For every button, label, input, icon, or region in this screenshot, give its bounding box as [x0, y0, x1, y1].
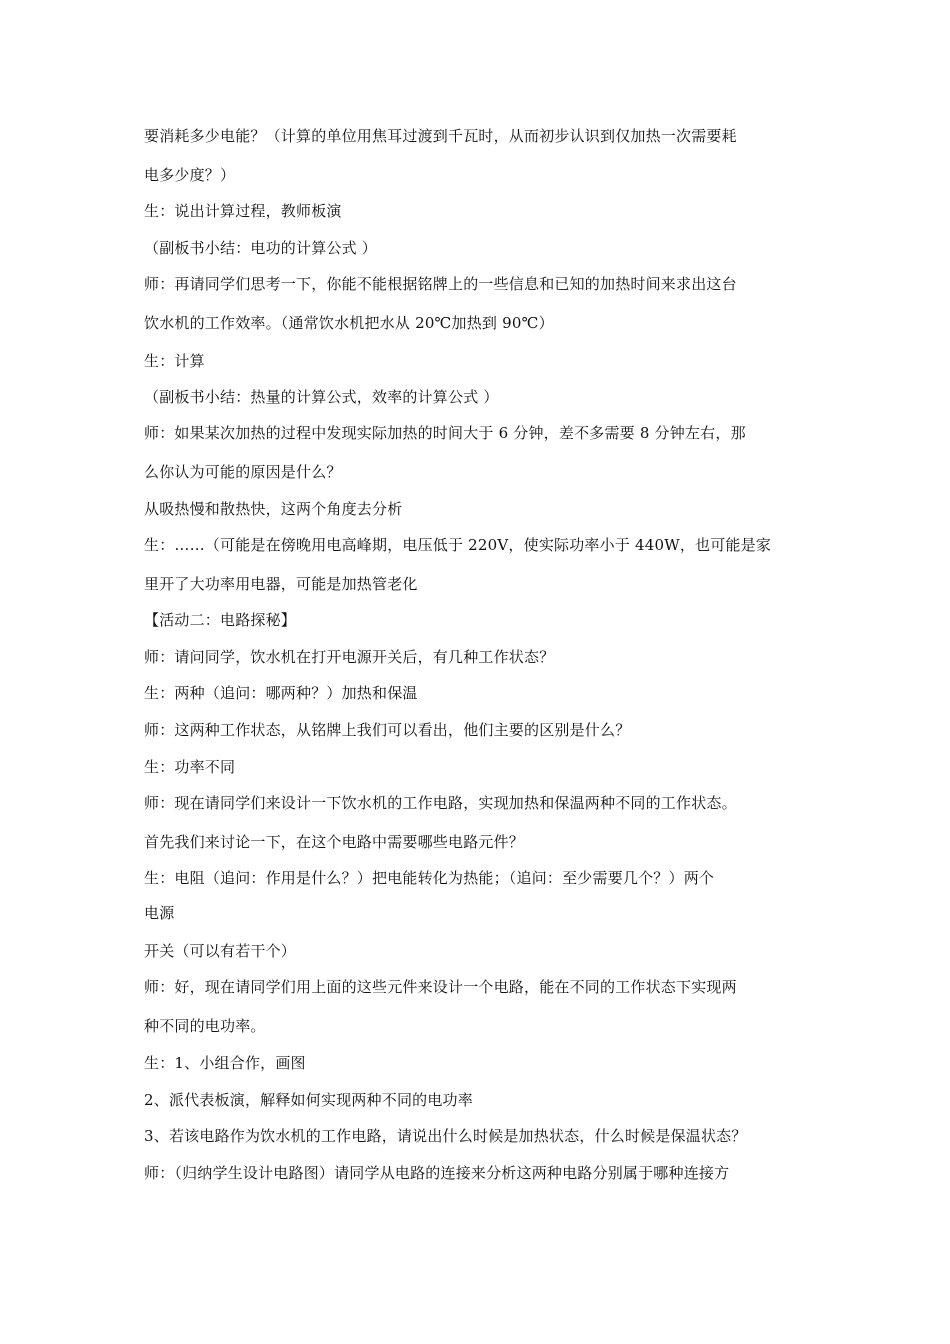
text-line: 生：计算: [144, 352, 205, 370]
text-line: 生：电阻（追问：作用是什么？）把电能转化为热能；（追问：至少需要几个？）两个: [144, 869, 715, 887]
section-heading: 【活动二：电路探秘】: [144, 611, 297, 629]
text-line: 里开了大功率用电器，可能是加热管老化: [144, 575, 418, 593]
text-line: 首先我们来讨论一下，在这个电路中需要哪些电路元件？: [144, 833, 525, 851]
text-line: 生：说出计算过程，教师板演: [144, 202, 342, 220]
text-line: 电多少度？）: [144, 166, 236, 184]
text-line: 要消耗多少电能？（计算的单位用焦耳过渡到千瓦时，从而初步认识到仅加热一次需要耗: [144, 127, 737, 145]
text-line: 从吸热慢和散热快，这两个角度去分析: [144, 500, 403, 518]
text-line: 3、若该电路作为饮水机的工作电路，请说出什么时候是加热状态，什么时候是保温状态？: [144, 1127, 747, 1145]
text-line: 电源: [144, 904, 175, 922]
text-line: 种不同的电功率。: [144, 1017, 266, 1035]
text-line: 师：再请同学们思考一下，你能不能根据铭牌上的一些信息和已知的加热时间来求出这台: [144, 275, 737, 293]
text-line: （副板书小结：热量的计算公式，效率的计算公式 ）: [144, 388, 499, 406]
text-line: 么你认为可能的原因是什么？: [144, 463, 342, 481]
text-line: 开关（可以有若干个）: [144, 942, 297, 960]
text-line: 生：1、小组合作，画图: [144, 1054, 306, 1072]
text-line: 饮水机的工作效率。（通常饮水机把水从 20℃加热到 90℃）: [144, 314, 554, 332]
text-line: 师：（归纳学生设计电路图）请同学从电路的连接来分析这两种电路分别属于哪种连接方: [144, 1164, 730, 1182]
text-line: （副板书小结：电功的计算公式 ）: [144, 239, 377, 257]
text-line: 生：两种（追问：哪两种？）加热和保温: [144, 684, 418, 702]
text-line: 师：好，现在请同学们用上面的这些元件来设计一个电路，能在不同的工作状态下实现两: [144, 978, 737, 996]
text-line: 生：……（可能是在傍晚用电高峰期，电压低于 220V，使实际功率小于 440W，也可能是家: [144, 536, 772, 554]
text-line: 生：功率不同: [144, 758, 236, 776]
text-line: 师：这两种工作状态，从铭牌上我们可以看出，他们主要的区别是什么？: [144, 721, 631, 739]
text-line: 师：请问同学，饮水机在打开电源开关后，有几种工作状态？: [144, 648, 555, 666]
text-line: 师：现在请同学们来设计一下饮水机的工作电路，实现加热和保温两种不同的工作状态。: [144, 794, 737, 812]
text-line: 2、派代表板演，解释如何实现两种不同的电功率: [144, 1091, 473, 1109]
text-line: 师：如果某次加热的过程中发现实际加热的时间大于 6 分钟，差不多需要 8 分钟左右，那: [144, 424, 746, 442]
